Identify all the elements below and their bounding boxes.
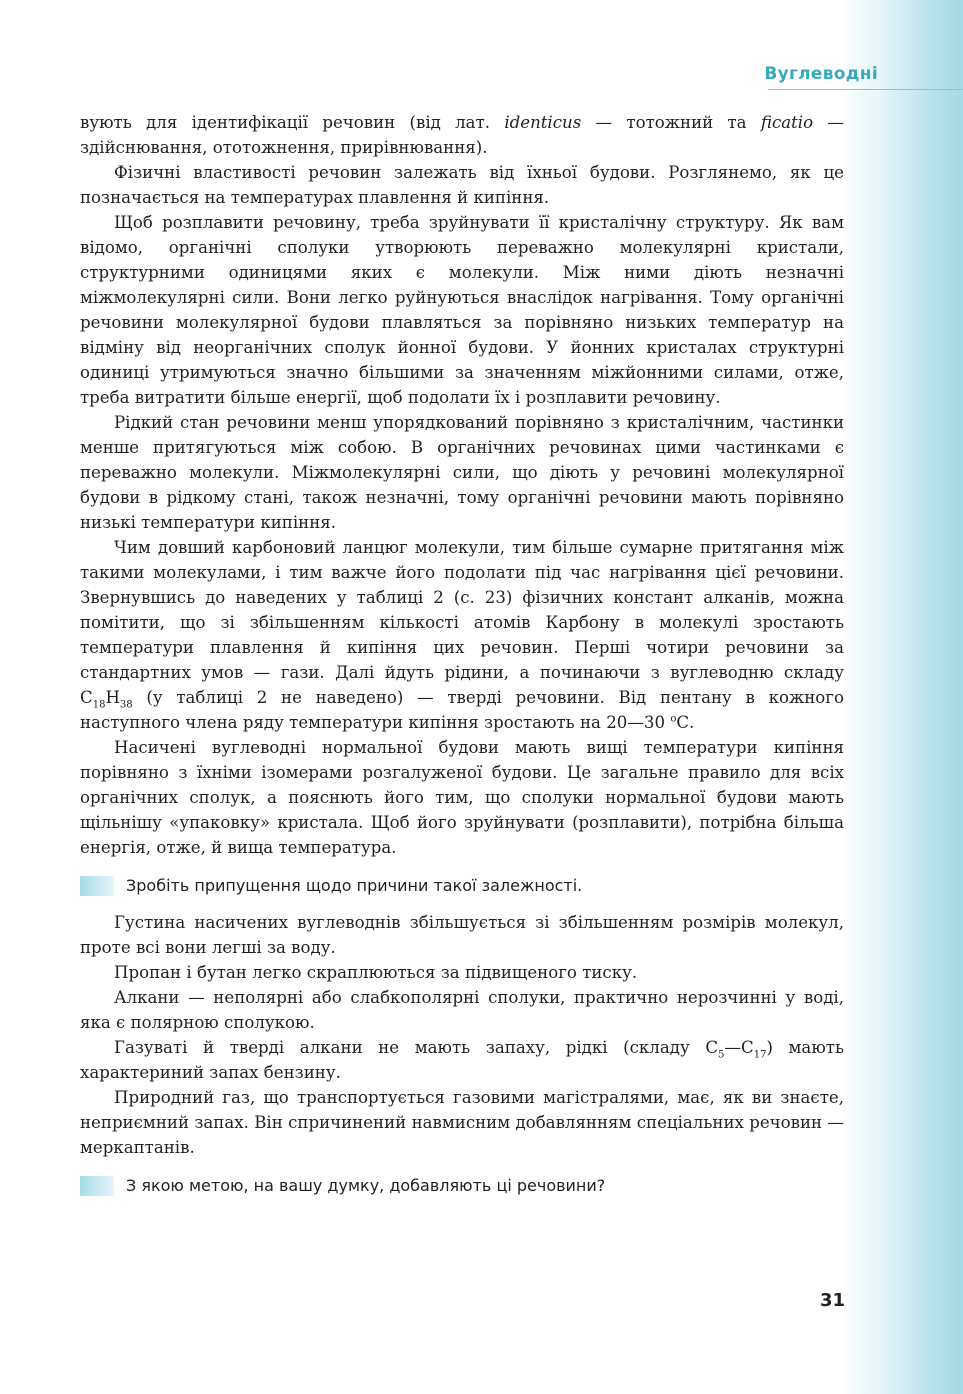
page-side-gradient xyxy=(839,0,963,1394)
task-marker-2 xyxy=(80,1176,114,1196)
paragraph-5-text-d: С. xyxy=(676,713,695,732)
paragraph-7: Густина насичених вуглеводнів збільшується зі збільшенням розмірів молекул, проте всі вони легші за воду. xyxy=(80,913,844,957)
task-block-1 xyxy=(80,860,844,910)
paragraph-2: Фізичні властивості речовин залежать від їхньої будови. Розглянемо, як це позначається на температурах плавлення й кипіння. xyxy=(80,163,844,207)
paragraph-1 xyxy=(80,110,844,160)
latin-term-ficatio: ficatio xyxy=(760,113,814,132)
subscript-18: 18 xyxy=(92,699,106,711)
paragraph-5-text-a: Чим довший карбоновий ланцюг молекули, тим більше сумарне притягання між такими молекулами, і тим важче його подолати під час нагрівання цієї речовини. Звернувшись до наведених у таблиці 2 (с. 23) фізичних констант алканів, можна помітити, що зі збільшенням кількості атомів Карбону в молекулі зростають температури плавлення й кипіння цих речовин. Перші чотири речовини за стандартних умов — гази. Далі йдуть рідини, а починаючи з вуглеводню складу C xyxy=(80,538,844,707)
paragraph-10-text-c: ) мають характериний запах бензину. xyxy=(80,1038,844,1082)
header-rule xyxy=(768,89,963,90)
page-content xyxy=(80,110,844,1210)
paragraph-10 xyxy=(80,1035,844,1085)
subscript-17: 17 xyxy=(753,1049,767,1061)
paragraph-1-text-a: вують для ідентифікації речовин (від лат. xyxy=(80,113,505,132)
paragraph-1-text-e: — здійснювання, ототожнення, прирівнювання). xyxy=(80,113,844,157)
subscript-5: 5 xyxy=(718,1049,725,1061)
paragraph-10-text-a: Газуваті й тверді алкани не мають запаху, рідкі (складу C xyxy=(114,1038,719,1057)
task-text-2: З якою метою, на вашу думку, добавляють ці речовини? xyxy=(126,1175,606,1195)
latin-term-identicus: identicus xyxy=(504,113,582,132)
degree-sign: о xyxy=(670,713,677,725)
section-title: Вуглеводні xyxy=(764,64,878,84)
paragraph-8: Пропан і бутан легко скраплюються за підвищеного тиску. xyxy=(114,963,638,982)
task-marker-1 xyxy=(80,876,114,896)
subscript-38: 38 xyxy=(119,699,133,711)
paragraph-5 xyxy=(80,535,844,735)
paragraph-10-text-b: —C xyxy=(724,1038,754,1057)
paragraph-4: Рідкий стан речовини менш упорядкований порівняно з кристалічним, частинки менше притягуються між собою. В органічних речовинах цими частинками є переважно молекули. Міжмолекулярні сили, що діють у речовині молекулярної будови в рідкому стані, також незначні, тому органічні речовини мають порівняно низькі температури кипіння. xyxy=(80,413,844,532)
paragraph-6: Насичені вуглеводні нормальної будови мають вищі температури кипіння порівняно з їхніми ізомерами розгалуженої будови. Це загальне правило для всіх органічних сполук, а пояснють його тим, що сполуки нормальної будови мають щільнішу «упаковку» кристала. Щоб його зруйнувати (розплавити), потрібна більша енергія, отже, й вища температура. xyxy=(80,738,844,857)
page-number: 31 xyxy=(819,1290,845,1311)
task-block-2 xyxy=(80,1160,844,1210)
paragraph-3: Щоб розплавити речовину, треба зруйнувати її кристалічну структуру. Як вам відомо, органічні сполуки утворюють переважно молекулярні кристали, структурними одиницями яких є молекули. Між ними діють незначні міжмолекулярні сили. Вони легко руйнуються внаслідок нагрівання. Тому органічні речовини молекулярної будови плавляться за порівняно низьких температур на відміну від неорганічних сполук йонної будови. У йонних кристалах структурні одиниці утримуються значно більшими за значенням міжйонними силами, отже, треба витратити більше енергії, щоб подолати їх і розплавити речовину. xyxy=(80,213,844,407)
task-text-1: Зробіть припущення щодо причини такої залежності. xyxy=(126,875,583,895)
paragraph-5-text-b: H xyxy=(105,688,120,707)
paragraph-11: Природний газ, що транспортується газовими магістралями, має, як ви знаєте, неприємний запах. Він спричинений навмисним добавлянням спеціальних речовин — меркаптанів. xyxy=(80,1088,844,1157)
paragraph-1-text-c: — тотожний та xyxy=(581,113,761,132)
paragraph-5-text-c: (у таблиці 2 не наведено) — тверді речовини. Від пентану в кожного наступного члена ряду температури кипіння зростають на 20—30 xyxy=(80,688,844,732)
paragraph-9: Алкани — неполярні або слабкополярні сполуки, практично нерозчинні у воді, яка є полярною сполукою. xyxy=(80,988,844,1032)
